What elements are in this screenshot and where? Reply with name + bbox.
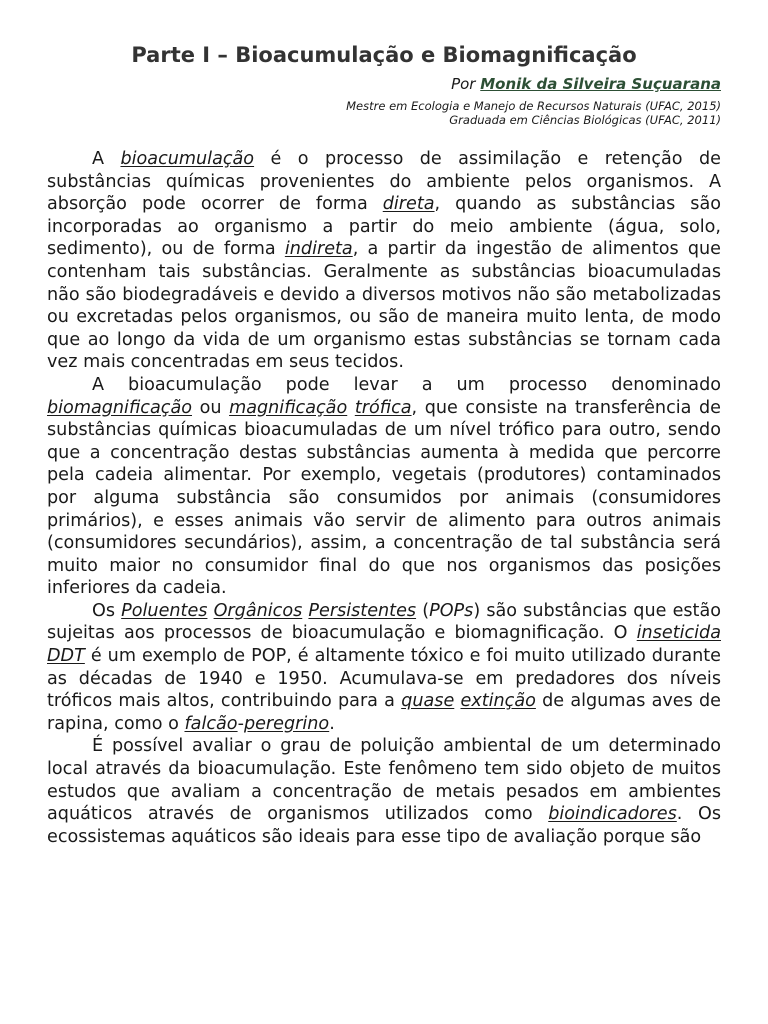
article-body: [47, 148, 721, 848]
keyword-link[interactable]: direta: [382, 194, 435, 215]
paragraph-text: (: [416, 600, 430, 621]
body-paragraph: [47, 600, 721, 736]
author-credentials: [47, 99, 721, 127]
keyword-link[interactable]: quase: [401, 691, 455, 712]
paragraph-text: é um exemplo de POP, é altamente tóxico e foi muito utilizado durante as décadas de 1940 e 1950. Acumulava-se em predadores dos níveis tróficos mais altos, contribuindo para a: [47, 646, 721, 712]
paragraph-text: de algumas aves de rapina, como o: [47, 691, 721, 734]
paragraph-text: ) são substâncias que estão sujeitas aos processos de bioacumulação e biomagnificação. O: [47, 600, 722, 644]
body-paragraph: [47, 148, 721, 374]
keyword-link[interactable]: Orgânicos: [213, 600, 303, 621]
keyword-link[interactable]: peregrino: [243, 713, 330, 734]
keyword-link[interactable]: inseticida: [636, 623, 721, 644]
body-paragraph: [47, 735, 721, 848]
paragraph-text: É possível avaliar o grau de poluição ambiental de um determinado local através da bioacumulação. Este fenômeno tem sido objeto de muitos estudos que avaliam a concentração de metais pesados em ambientes aquáticos através de organismos utilizados como: [47, 736, 721, 825]
credential-line: Graduada em Ciências Biológicas (UFAC, 2011): [449, 113, 721, 127]
keyword-link[interactable]: trófica: [354, 397, 412, 418]
document-page: [47, 40, 721, 848]
paragraph-text: [347, 398, 355, 418]
keyword-link[interactable]: bioindicadores: [548, 804, 677, 825]
paragraph-text: , que consiste na transferência de substâncias químicas bioacumuladas de um nível trófico para outro, sendo que a concentração destas substâncias aumenta à medida que percorre pela cadeia alimentar. Por exemplo, vegetais (produtores) contaminados por alguma substância são consumidos por animais (consumidores primários), e esses animais vão servir de alimento para outros animais (consumidores secundários), assim, a concentração de tal substância será muito maior no consumidor final do que nos organismos das posições inferiores da cadeia.: [47, 397, 721, 599]
credential-line: Mestre em Ecologia e Manejo de Recursos Naturais (UFAC, 2015): [346, 99, 721, 113]
paragraph-text: Os: [92, 600, 122, 621]
paragraph-text: A bioacumulação pode levar a um processo denominado: [92, 374, 721, 395]
paragraph-text: é o processo de assimilação e retenção de substâncias químicas provenientes do ambiente pelos organismos. A absorção pode ocorrer de forma: [47, 149, 721, 215]
paragraph-text: . Os ecossistemas aquáticos são ideais para esse tipo de avaliação porque são: [47, 804, 722, 847]
paragraph-text: -: [237, 713, 244, 734]
keyword-link[interactable]: Poluentes: [121, 600, 208, 621]
paragraph-text: , a partir da ingestão de alimentos que contenham tais substâncias. Geralmente as substâncias bioacumuladas não são biodegradáveis e devido a diversos motivos não são metabolizadas ou excretadas pelos organismos, ou são de maneira muito lenta, de modo que ao longo da vida de um organismo estas substâncias se tornam cada vez mais concentradas em seus tecidos.: [47, 239, 722, 373]
keyword-link[interactable]: magnificação: [229, 397, 348, 418]
byline-prefix: Por: [451, 75, 481, 93]
body-paragraph: [47, 374, 721, 600]
paragraph-text: .: [329, 713, 335, 734]
keyword-link[interactable]: indireta: [284, 239, 353, 260]
keyword-link[interactable]: biomagnificação: [47, 397, 192, 418]
document-title: Parte I – Bioacumulação e Biomagnificação: [131, 43, 637, 67]
paragraph-text: ou: [192, 397, 230, 418]
paragraph-text: , quando as substâncias são incorporadas ao organismo a partir do meio ambiente (água, solo, sedimento), ou de forma: [47, 194, 722, 260]
keyword-link[interactable]: bioacumulação: [120, 149, 255, 169]
keyword-link[interactable]: falcão: [184, 713, 238, 734]
keyword-link[interactable]: DDT: [47, 646, 85, 667]
author-byline: [47, 73, 721, 95]
keyword-link[interactable]: Persistentes: [308, 600, 417, 621]
author-link[interactable]: Monik da Silveira Suçuarana: [480, 75, 721, 93]
paragraph-text: A: [92, 149, 121, 169]
keyword-link[interactable]: extinção: [460, 691, 536, 712]
emphasis-text: POPs: [429, 600, 474, 621]
